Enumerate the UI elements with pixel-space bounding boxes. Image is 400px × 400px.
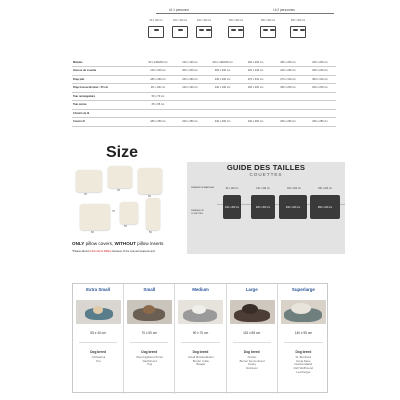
table-cell: 140 x 190/200 cm (206, 58, 239, 67)
duvet-shape: 140 x 200 cm (223, 195, 241, 219)
guide-title: GUIDE DES TAILLES (226, 163, 306, 172)
mattress-size: 90 x 190 cm (225, 188, 239, 190)
row-label: Matelas (72, 58, 142, 67)
bed-size-label: 200 x 200 cm (290, 19, 306, 22)
table-row (72, 75, 336, 84)
pillow-image (138, 168, 162, 194)
table-cell (304, 92, 336, 101)
size-column-small (124, 284, 175, 394)
bed-size-label: 120 x 190 cm (172, 19, 188, 22)
duvet-shape: 200 x 200 cm (251, 195, 275, 219)
table-cell (304, 109, 336, 118)
table-cell: 140 x 190 cm (206, 84, 239, 93)
double-bed-icon (228, 26, 244, 38)
table-cell: 220 x 250 cm (174, 118, 206, 127)
table-cell (206, 109, 239, 118)
double-bed-icon (196, 26, 212, 38)
pillow-image (76, 170, 102, 192)
table-cell (142, 109, 174, 118)
divider (79, 342, 117, 343)
double-bed-icon (290, 26, 306, 38)
table-cell: 240 x 260 cm (272, 67, 304, 76)
table-cell: 240 x 290 cm (174, 75, 206, 84)
dog-bed-photo (127, 300, 172, 324)
table-cell: 220 x 240 cm (239, 67, 272, 76)
dog-breed-label: Dog breed (141, 350, 158, 354)
table-row (72, 84, 336, 93)
dog-bed-photo (178, 300, 223, 324)
divider (181, 342, 219, 343)
size-column-extra-small (73, 284, 124, 394)
duvet-shape: 260 x 240 cm (310, 195, 340, 219)
duvet-shape: 240 x 220 cm (279, 195, 307, 219)
table-cell (272, 101, 304, 110)
pillow-dimension: 50 (148, 195, 151, 198)
table-row (72, 109, 336, 118)
pillow-dimension: 55 (124, 225, 127, 228)
table-cell: 260 x 240 cm (304, 67, 336, 76)
bed-size-label: 140 x 190 cm (196, 19, 212, 22)
divider (233, 342, 271, 343)
row-label-duvet: DIMENSION COUETTES (191, 210, 204, 215)
table-cell (239, 101, 272, 110)
table-cell: 260 x 280 cm (304, 118, 336, 127)
table-row (72, 101, 336, 110)
row-label: Chemin de lit (72, 109, 142, 118)
table-cell: 65 x 65 cm (142, 101, 174, 110)
bedding-size-chart (72, 8, 336, 140)
table-cell: 200 x 200 cm (304, 58, 336, 67)
size-name: Extra Small (86, 287, 111, 292)
dog-breed-list: West Highland Terrier Dachshund Pug (136, 355, 164, 367)
pillow-image (80, 204, 110, 230)
row-label: Taie carrée (72, 101, 142, 110)
duvet-size-guide (187, 162, 345, 254)
table-cell (174, 101, 206, 110)
dog-bed-photo (230, 300, 275, 324)
bedding-size-table (72, 58, 336, 127)
bed-dimension: 70 x 50 cm (141, 331, 158, 335)
table-cell (174, 92, 206, 101)
size-name: Medium (192, 287, 209, 292)
pillow-dimension: 45 (84, 193, 87, 196)
dog-breed-list: Pointer Berner Sennenhund Husky Retriever (239, 355, 265, 370)
pillow-dimension: 50 (149, 231, 152, 234)
table-cell: 270 x 310 cm (239, 75, 272, 84)
row-label-mattress: DIMENSION MATELAS (191, 187, 215, 189)
pillow-image (146, 198, 160, 230)
mattress-size: 140 x 190 cm (256, 188, 270, 190)
dog-breed-label: Dog breed (90, 350, 106, 354)
divider (284, 342, 323, 343)
single-bed-icon (172, 26, 188, 38)
size-column-superlarge (278, 284, 329, 394)
table-row (72, 92, 336, 101)
pillow-dimension: 70 (112, 210, 115, 213)
table-cell (272, 92, 304, 101)
double-bed-icon (260, 26, 276, 38)
table-cell (272, 109, 304, 118)
table-row (72, 67, 336, 76)
table-cell: 140 x 200 cm (142, 67, 174, 76)
table-cell: 90 x 190/200 cm (142, 58, 174, 67)
table-cell: 120 x 190 cm (174, 58, 206, 67)
size-column-large (227, 284, 278, 394)
dog-bed-size-guide (72, 283, 328, 393)
table-cell: 260 x 260 cm (272, 118, 304, 127)
size-column-medium (175, 284, 226, 394)
row-label: Drap plat (72, 75, 142, 84)
pillow-dimension: 45 (117, 189, 120, 192)
size-title: Size (106, 144, 139, 161)
dog-bed-photo (76, 300, 121, 324)
table-cell (174, 109, 206, 118)
table-cell (304, 101, 336, 110)
table-cell: 200 x 200 cm (174, 67, 206, 76)
dog-breed-list: St. Bernhard Great Dane Newfoundland Irish Wolfhound Leonberger (293, 355, 313, 374)
dog-breed-label: Dog breed (243, 350, 260, 354)
row-label: Housse de couette (72, 67, 142, 76)
dog-breed-label: Dog breed (295, 350, 312, 354)
bed-dimension: 55 x 40 cm (90, 331, 106, 335)
mattress-size: 180 x 200 cm (318, 188, 332, 190)
single-bed-icon (148, 26, 164, 38)
table-row (72, 58, 336, 67)
table-cell (206, 92, 239, 101)
row-label: Drap housse Bonnet : 25 cm (72, 84, 142, 93)
pillow-covers-only-note: ONLY pillow covers, WITHOUT pillow inserts (72, 241, 164, 246)
bed-dimension: 90 x 70 cm (192, 331, 209, 335)
table-cell: 270 x 310 cm (272, 75, 304, 84)
size-name: Large (245, 287, 258, 292)
dog-breed-list: Chihuahua Pet (91, 355, 106, 363)
table-cell: 160 x 200 cm (239, 58, 272, 67)
dog-bed-photo (281, 300, 326, 324)
table-cell (239, 109, 272, 118)
pillow-image (120, 202, 138, 224)
pillow-image (108, 166, 132, 188)
table-cell: 240 x 260 cm (239, 118, 272, 127)
row-label: Couvre lit (72, 118, 142, 127)
pillow-size-section (62, 140, 182, 262)
row-label: Taie rectangulaire (72, 92, 142, 101)
pillow-dimension: 60 (91, 231, 94, 234)
bed-size-label: 180 x 200 cm (260, 19, 276, 22)
table-cell: 200 x 200 cm (304, 84, 336, 93)
measurement-error-note: *Please allows 0-3cm Error Differs because of the manual measurement (72, 250, 155, 253)
group-title-single: Lit 1 personne (168, 8, 190, 12)
table-cell (206, 101, 239, 110)
table-cell: 240 x 260 cm (206, 118, 239, 127)
table-cell: 180 x 290 cm (142, 75, 174, 84)
table-cell: 180 x 200 cm (272, 84, 304, 93)
bed-size-label: 160 x 200 cm (228, 19, 244, 22)
dog-breed-list: Small Münsterländer Border Collie Beagle (188, 355, 214, 367)
table-cell: 180 x 250 cm (142, 118, 174, 127)
dog-breed-label: Dog breed (192, 350, 209, 354)
table-cell: 50 x 70 cm (142, 92, 174, 101)
bed-size-label: 90 x 190 cm (149, 19, 163, 22)
table-cell: 180 x 200 cm (272, 58, 304, 67)
size-name: Small (143, 287, 156, 292)
table-cell (239, 92, 272, 101)
table-cell: 200 x 200 cm (206, 67, 239, 76)
group-title-double: Lit 2 personnes (273, 8, 295, 12)
table-row (72, 118, 336, 127)
mattress-size: 160 x 200 cm (287, 188, 301, 190)
guide-subtitle: COUETTES (249, 172, 283, 177)
table-cell: 90 x 190 cm (142, 84, 174, 93)
table-cell: 120 x 190 cm (174, 84, 206, 93)
bed-dimension: 115 x 85 cm (243, 331, 261, 335)
table-cell: 240 x 300 cm (206, 75, 239, 84)
divider (130, 342, 168, 343)
size-name: Superlarge (291, 287, 315, 292)
table-cell: 160 x 200 cm (239, 84, 272, 93)
bed-dimension: 140 x 95 cm (294, 331, 313, 335)
group-divider (188, 13, 334, 14)
table-cell: 300 x 310 cm (304, 75, 336, 84)
